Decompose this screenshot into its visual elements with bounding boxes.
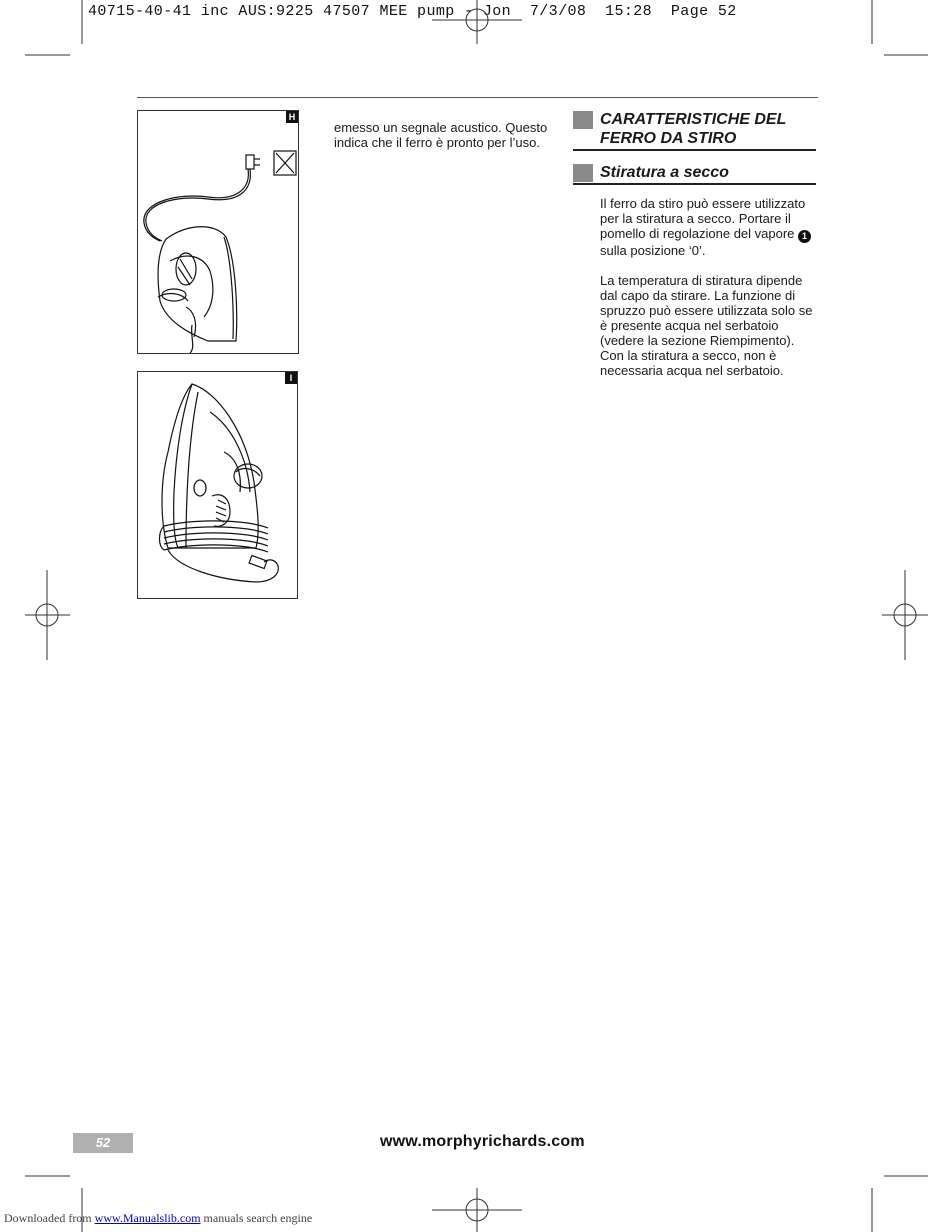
number-1-icon: 1 bbox=[798, 230, 811, 243]
middle-column-text: emesso un segnale acustico. Questo indica che il ferro è pronto per l’uso. bbox=[334, 120, 548, 150]
page-number: 52 bbox=[73, 1133, 133, 1153]
printer-slug-line: 40715-40-41 inc AUS:9225 47507 MEE pump - Jon 7/3/08 15:28 Page 52 bbox=[88, 3, 737, 20]
download-footer bbox=[4, 1211, 312, 1226]
paragraph-dry-ironing-start: Il ferro da stiro può essere utilizzato per la stiratura a secco. Portare il pomello di regolazione del vapore bbox=[600, 196, 806, 241]
paragraph-temperature: La temperatura di stiratura dipende dal capo da stirare. La funzione di spruzzo può essere utilizzata solo se è presente acqua nel serbatoio (vedere la sezione Riempimento). Con la stiratura a secco, non è necessaria acqua nel serbatoio. bbox=[600, 273, 813, 378]
paragraph-dry-ironing bbox=[600, 196, 820, 258]
section-heading-sub bbox=[573, 163, 816, 185]
right-column-body bbox=[600, 196, 820, 393]
section-heading-main bbox=[573, 110, 816, 151]
iron-unplugged-icon bbox=[138, 111, 298, 353]
iron-cord-wound-icon bbox=[138, 372, 297, 598]
figure-h bbox=[137, 110, 299, 354]
figure-h-label: H bbox=[286, 111, 298, 123]
heading-square-marker bbox=[573, 164, 593, 182]
section-heading-sub-text: Stiratura a secco bbox=[600, 164, 729, 181]
figure-i-label: I bbox=[285, 372, 297, 384]
download-prefix: Downloaded from bbox=[4, 1211, 92, 1225]
figure-i bbox=[137, 371, 298, 599]
heading-square-marker bbox=[573, 111, 593, 129]
top-rule bbox=[137, 97, 818, 98]
manualslib-link[interactable]: www.Manualslib.com bbox=[94, 1211, 201, 1225]
website-logo-text: www.morphyrichards.com bbox=[380, 1133, 585, 1150]
paragraph-dry-ironing-end: sulla posizione ‘0’. bbox=[600, 243, 706, 258]
section-heading-main-text: CARATTERISTICHE DEL FERRO DA STIRO bbox=[600, 111, 787, 147]
download-suffix: manuals search engine bbox=[203, 1211, 313, 1225]
